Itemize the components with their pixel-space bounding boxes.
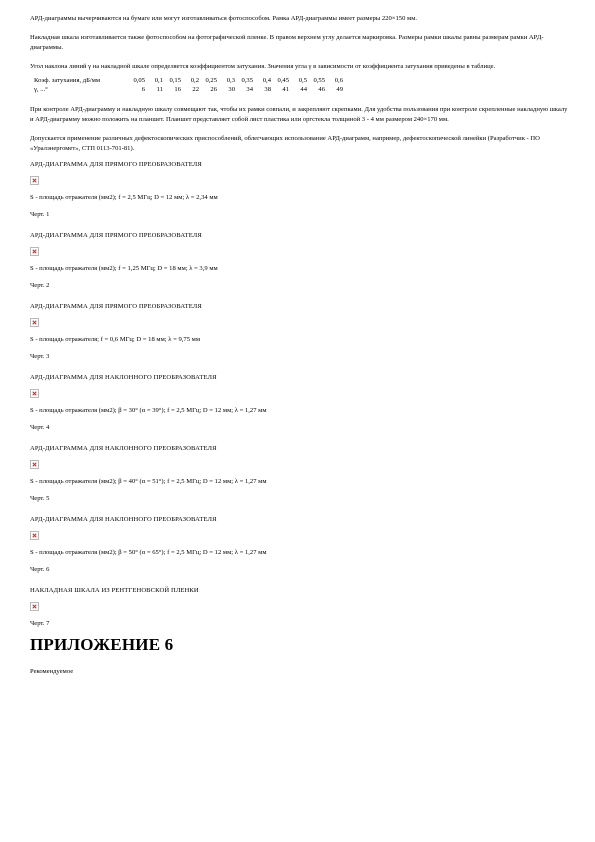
table-cell: 0,05 (133, 77, 145, 84)
figure-block (30, 515, 570, 575)
figure-number: Черт. 5 (30, 495, 50, 502)
table-cell: 34 (246, 86, 253, 93)
figure-title: НАКЛАДНАЯ ШКАЛА ИЗ РЕНТГЕНОВСКОЙ ПЛЕНКИ (30, 587, 199, 594)
broken-image-icon[interactable] (30, 531, 39, 540)
table-cell: 0,55 (313, 77, 325, 84)
figure-number: Черт. 1 (30, 211, 50, 218)
table-cell: 0,3 (226, 77, 235, 84)
figure-number: Черт. 7 (30, 620, 50, 627)
figure-caption: S - площадь отражателя (мм2); f = 2,5 МГц; D = 12 мм; λ = 2,34 мм (30, 194, 218, 201)
table-cell: 0,5 (298, 77, 307, 84)
table-cell: 46 (318, 86, 325, 93)
figure-block (30, 160, 570, 220)
document-page (30, 14, 570, 677)
table-cell: 0,4 (262, 77, 271, 84)
figure-caption: S - площадь отражателя (мм2); f = 1,25 МГц; D = 18 мм; λ = 3,9 мм (30, 265, 218, 272)
figure-title: АРД-ДИАГРАММА ДЛЯ НАКЛОННОГО ПРЕОБРАЗОВАТЕЛЯ (30, 445, 217, 452)
figure-block (30, 586, 570, 629)
broken-image-icon[interactable] (30, 389, 39, 398)
figure-title: АРД-ДИАГРАММА ДЛЯ ПРЯМОГО ПРЕОБРАЗОВАТЕЛЯ (30, 303, 202, 310)
figure-title: АРД-ДИАГРАММА ДЛЯ ПРЯМОГО ПРЕОБРАЗОВАТЕЛЯ (30, 161, 202, 168)
figure-block (30, 444, 570, 504)
figure-number: Черт. 2 (30, 282, 50, 289)
table-cell: 38 (264, 86, 271, 93)
appendix-heading: ПРИЛОЖЕНИЕ 6 (30, 635, 174, 654)
broken-image-icon[interactable] (30, 602, 39, 611)
broken-image-icon[interactable] (30, 318, 39, 327)
broken-image-icon[interactable] (30, 460, 39, 469)
table-row (34, 85, 348, 94)
figure-title: АРД-ДИАГРАММА ДЛЯ ПРЯМОГО ПРЕОБРАЗОВАТЕЛЯ (30, 232, 202, 239)
table-row-label: Коэф. затухания, дБ/мм (34, 77, 101, 84)
table-row (34, 76, 348, 85)
figure-number: Черт. 4 (30, 424, 50, 431)
figure-block (30, 231, 570, 291)
figure-caption: S - площадь отражателя (мм2); β = 30° (α = 39°); f = 2,5 МГц; D = 12 мм; λ = 1,27 мм (30, 407, 267, 414)
paragraph: Допускается применение различных дефектоскопических приспособлений, облегчающих использование АРД-диаграмм, например, дефектоскопической линейки (Разработчик - ПО «Уралэнергомет», СТП 0113-701-81). (30, 135, 540, 152)
table-cell: 41 (282, 86, 289, 93)
figure-block (30, 373, 570, 433)
figure-title: АРД-ДИАГРАММА ДЛЯ НАКЛОННОГО ПРЕОБРАЗОВАТЕЛЯ (30, 516, 217, 523)
table-cell: 6 (141, 86, 145, 93)
figure-caption: S - площадь отражателя; f = 0,6 МГц; D = 18 мм; λ = 9,75 мм (30, 336, 200, 343)
table-cell: 0,1 (154, 77, 163, 84)
broken-image-icon[interactable] (30, 176, 39, 185)
paragraph: Угол наклона линий γ на накладной шкале определяется коэффициентом затухания. Значения угла γ в зависимости от коэффициента затухания приведены в таблице. (30, 63, 496, 70)
table-cell: 0,6 (334, 77, 343, 84)
table-cell: 26 (210, 86, 217, 93)
attenuation-table (34, 76, 348, 94)
table-row-label: γ, ...° (34, 86, 48, 93)
figure-title: АРД-ДИАГРАММА ДЛЯ НАКЛОННОГО ПРЕОБРАЗОВАТЕЛЯ (30, 374, 217, 381)
table-cell: 49 (336, 86, 343, 93)
table-cell: 0,2 (190, 77, 199, 84)
figure-number: Черт. 3 (30, 353, 50, 360)
paragraph: АРД-диаграммы вычерчиваются на бумаге или могут изготавливаться фотоспособом. Рамка АРД-диаграммы имеет размеры 220×150 мм. (30, 15, 418, 22)
figure-block (30, 302, 570, 362)
paragraph: Накладная шкала изготавливается также фотоспособом на фотографической пленке. В правом верхнем углу делается маркировка. Размеры рамки шкалы равны размерам рамки АРД-диаграммы. (30, 34, 544, 51)
table-cell: 22 (192, 86, 199, 93)
figure-number: Черт. 6 (30, 566, 50, 573)
paragraph: При контроле АРД-диаграмму и накладную шкалу совмещают так, чтобы их рамки совпали, и закрепляют скрепками. Для удобства пользования при контроле скрепленные накладную шкалу и АРД-диаграмму можно положить на планшет. Планшет представляет собой лист пластика или оргстекла толщиной 3 - 4 мм размером 240×170 мм. (30, 106, 568, 123)
table-cell: 0,25 (205, 77, 217, 84)
figure-caption: S - площадь отражателя (мм2); β = 50° (α = 65°); f = 2,5 МГц; D = 12 мм; λ = 1,27 мм (30, 549, 267, 556)
table-cell: 16 (174, 86, 181, 93)
table-cell: 11 (156, 86, 163, 93)
table-cell: 44 (300, 86, 307, 93)
table-cell: 0,45 (277, 77, 289, 84)
figure-caption: S - площадь отражателя (мм2); β = 40° (α = 51°); f = 2,5 МГц; D = 12 мм; λ = 1,27 мм (30, 478, 267, 485)
table-cell: 30 (228, 86, 235, 93)
table-cell: 0,35 (241, 77, 253, 84)
appendix-subtitle: Рекомендуемое (30, 668, 74, 675)
table-cell: 0,15 (169, 77, 181, 84)
broken-image-icon[interactable] (30, 247, 39, 256)
